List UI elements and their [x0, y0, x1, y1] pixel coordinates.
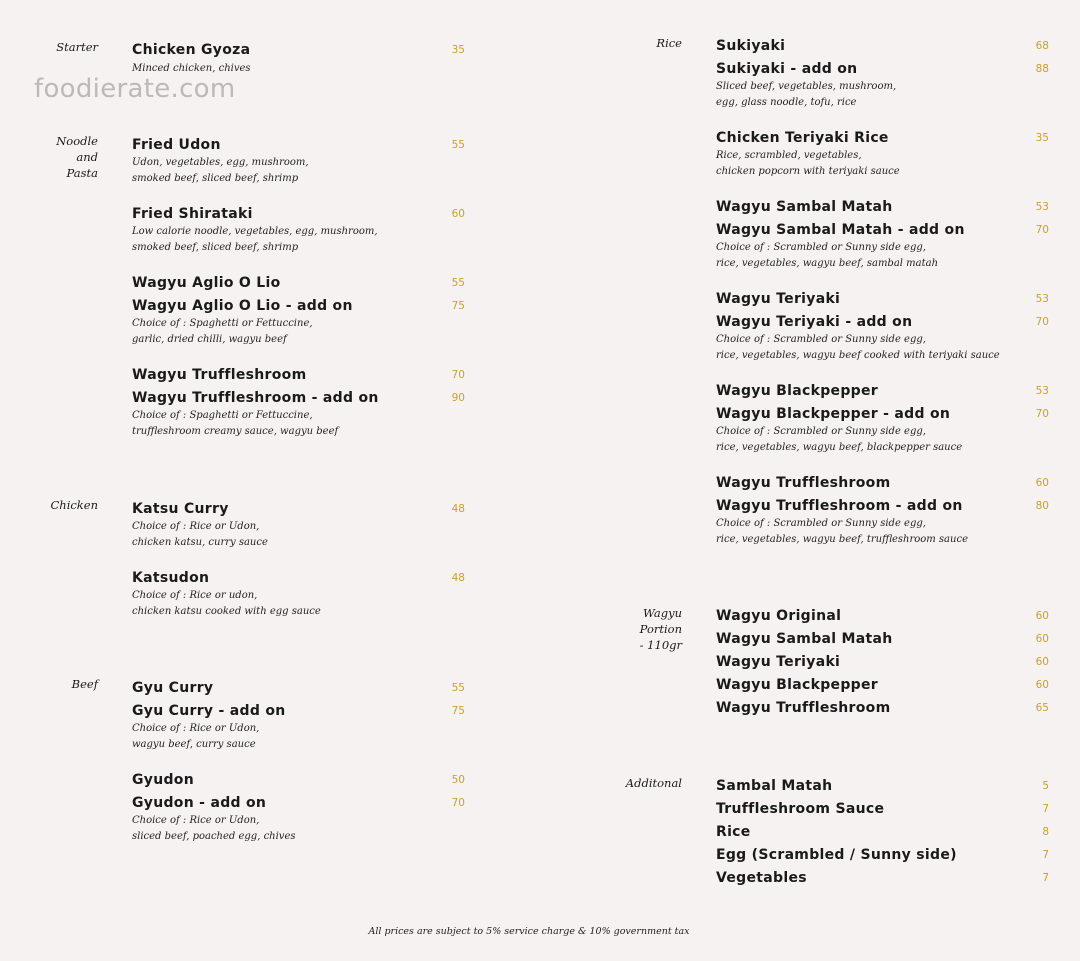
item-description: Choice of : Spaghetti or Fettuccine, garlic, dried chilli, wagyu beef — [132, 318, 313, 345]
footer-note: All prices are subject to 5% service charge & 10% government tax — [368, 926, 690, 937]
item-description: Minced chicken, chives — [132, 63, 251, 74]
item-description: Sliced beef, vegetables, mushroom, egg, glass noodle, tofu, rice — [716, 81, 897, 108]
item-price: 53 — [1035, 385, 1049, 397]
item-price: 60 — [1035, 610, 1049, 622]
item-name: Fried Shirataki — [132, 206, 253, 222]
item-name: Wagyu Sambal Matah - add on — [716, 222, 965, 238]
item-name: Wagyu Blackpepper — [716, 677, 878, 693]
item-price: 65 — [1035, 702, 1049, 714]
item-price: 70 — [451, 369, 465, 381]
item-description: Choice of : Rice or Udon, wagyu beef, curry sauce — [132, 723, 260, 750]
item-name: Chicken Teriyaki Rice — [716, 130, 889, 146]
item-name: Rice — [716, 824, 751, 840]
item-price: 75 — [451, 705, 465, 717]
item-description: Udon, vegetables, egg, mushroom, smoked beef, sliced beef, shrimp — [132, 157, 309, 184]
item-price: 70 — [1035, 224, 1049, 236]
category-additional: Additonal — [625, 776, 682, 790]
item-name: Sukiyaki — [716, 38, 786, 54]
item-description: Low calorie noodle, vegetables, egg, mushroom, smoked beef, sliced beef, shrimp — [132, 226, 378, 253]
item-price: 48 — [451, 503, 465, 515]
item-price: 35 — [1035, 132, 1049, 144]
item-name: Wagyu Aglio O Lio — [132, 275, 281, 291]
item-name: Wagyu Truffleshroom — [132, 367, 307, 383]
item-name: Sukiyaki - add on — [716, 61, 858, 77]
item-price: 60 — [1035, 477, 1049, 489]
item-price: 70 — [1035, 408, 1049, 420]
category-starter: Starter — [56, 40, 98, 54]
item-description: Choice of : Scrambled or Sunny side egg, rice, vegetables, wagyu beef, truffleshroom sauce — [716, 518, 968, 545]
item-name: Wagyu Original — [716, 608, 842, 624]
item-name: Katsudon — [132, 570, 210, 586]
category-beef: Beef — [71, 677, 98, 691]
item-price: 53 — [1035, 201, 1049, 213]
item-price: 55 — [451, 139, 465, 151]
item-price: 75 — [451, 300, 465, 312]
item-name: Wagyu Truffleshroom — [716, 475, 891, 491]
item-name: Gyu Curry — [132, 680, 214, 696]
item-description: Choice of : Scrambled or Sunny side egg, rice, vegetables, wagyu beef, sambal matah — [716, 242, 939, 269]
item-name: Truffleshroom Sauce — [716, 801, 885, 817]
item-price: 55 — [451, 277, 465, 289]
item-description: Choice of : Rice or udon, chicken katsu cooked with egg sauce — [132, 590, 321, 617]
item-description: Choice of : Scrambled or Sunny side egg, rice, vegetables, wagyu beef, blackpepper sauce — [716, 426, 963, 453]
item-price: 90 — [451, 392, 465, 404]
item-price: 53 — [1035, 293, 1049, 305]
item-name: Gyudon - add on — [132, 795, 267, 811]
item-price: 88 — [1035, 63, 1049, 75]
category-noodle-and-pasta: Noodle and Pasta — [56, 134, 98, 180]
item-name: Sambal Matah — [716, 778, 833, 794]
item-price: 8 — [1042, 826, 1049, 838]
item-name: Wagyu Teriyaki - add on — [716, 314, 913, 330]
item-name: Wagyu Teriyaki — [716, 654, 841, 670]
item-name: Chicken Gyoza — [132, 42, 251, 58]
item-price: 55 — [451, 682, 465, 694]
item-price: 68 — [1035, 40, 1049, 52]
item-price: 60 — [1035, 679, 1049, 691]
item-name: Katsu Curry — [132, 501, 229, 517]
item-price: 7 — [1042, 849, 1049, 861]
item-name: Egg (Scrambled / Sunny side) — [716, 847, 957, 863]
category-rice: Rice — [656, 36, 682, 50]
item-description: Rice, scrambled, vegetables, chicken popcorn with teriyaki sauce — [716, 150, 900, 177]
item-description: Choice of : Rice or Udon, sliced beef, poached egg, chives — [132, 815, 296, 842]
item-price: 80 — [1035, 500, 1049, 512]
item-name: Wagyu Teriyaki — [716, 291, 841, 307]
item-name: Gyu Curry - add on — [132, 703, 286, 719]
item-price: 5 — [1042, 780, 1049, 792]
item-name: Wagyu Blackpepper — [716, 383, 878, 399]
item-description: Choice of : Rice or Udon, chicken katsu, curry sauce — [132, 521, 268, 548]
item-description: Choice of : Spaghetti or Fettuccine, truffleshroom creamy sauce, wagyu beef — [132, 410, 339, 437]
item-price: 60 — [1035, 656, 1049, 668]
item-name: Wagyu Aglio O Lio - add on — [132, 298, 353, 314]
item-price: 50 — [451, 774, 465, 786]
item-name: Vegetables — [716, 870, 807, 886]
item-price: 7 — [1042, 872, 1049, 884]
category-chicken: Chicken — [50, 498, 98, 512]
watermark: foodierate.com — [34, 74, 236, 104]
item-name: Wagyu Truffleshroom - add on — [716, 498, 963, 514]
item-name: Wagyu Truffleshroom — [716, 700, 891, 716]
item-name: Wagyu Sambal Matah — [716, 199, 893, 215]
item-name: Gyudon — [132, 772, 194, 788]
item-description: Choice of : Scrambled or Sunny side egg, rice, vegetables, wagyu beef cooked with teriyaki sauce — [716, 334, 1000, 361]
item-price: 70 — [1035, 316, 1049, 328]
item-price: 35 — [451, 44, 465, 56]
item-price: 60 — [451, 208, 465, 220]
item-price: 48 — [451, 572, 465, 584]
item-name: Wagyu Truffleshroom - add on — [132, 390, 379, 406]
category-wagyu-portion: Wagyu Portion - 110gr — [639, 606, 682, 652]
item-price: 60 — [1035, 633, 1049, 645]
item-price: 7 — [1042, 803, 1049, 815]
item-name: Wagyu Sambal Matah — [716, 631, 893, 647]
item-name: Fried Udon — [132, 137, 221, 153]
item-name: Wagyu Blackpepper - add on — [716, 406, 951, 422]
item-price: 70 — [451, 797, 465, 809]
